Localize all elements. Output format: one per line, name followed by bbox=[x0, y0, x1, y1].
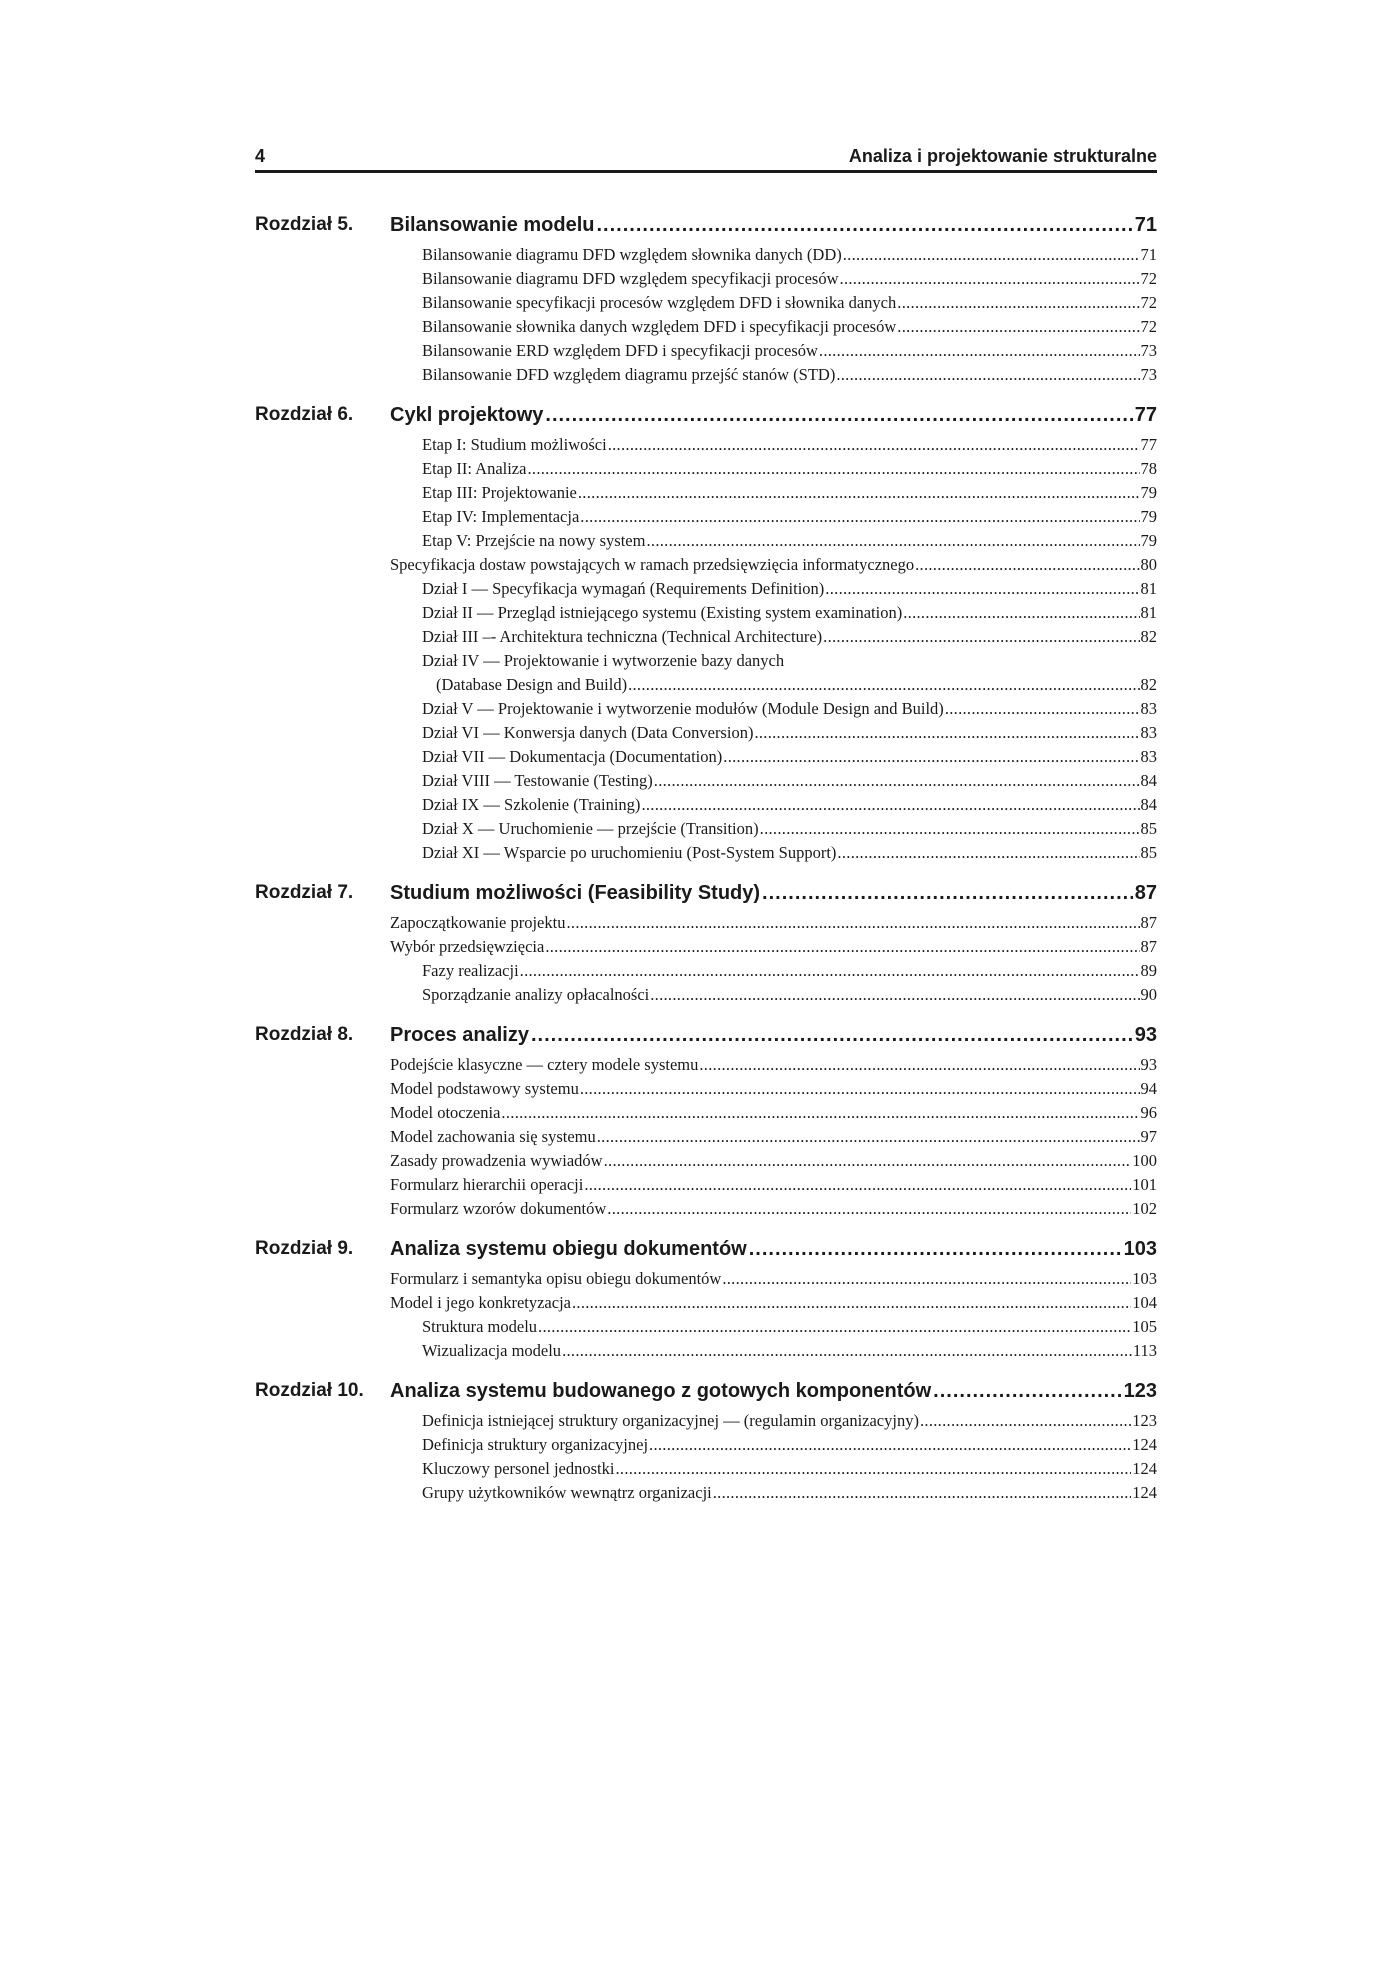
dot-leader bbox=[545, 935, 1139, 959]
entry-page-number: 79 bbox=[1140, 507, 1157, 526]
toc-entry[interactable] bbox=[422, 817, 1157, 841]
toc-entry[interactable] bbox=[422, 267, 1157, 291]
dot-leader bbox=[723, 745, 1139, 769]
entry-title: Model otoczenia bbox=[390, 1103, 501, 1122]
dot-leader bbox=[722, 1267, 1131, 1291]
entry-page-number: 96 bbox=[1140, 1103, 1157, 1122]
dot-leader bbox=[596, 210, 1132, 240]
chapter-number: Rozdział 8. bbox=[255, 1024, 354, 1045]
entry-title: Formularz hierarchii operacji bbox=[390, 1175, 584, 1194]
entry-page-number: 87 bbox=[1140, 913, 1157, 932]
entry-title: Dział II — Przegląd istniejącego systemu (Existing system examination) bbox=[422, 603, 903, 622]
toc-entry[interactable] bbox=[422, 601, 1157, 625]
dot-leader bbox=[615, 1457, 1131, 1481]
entry-title: Model podstawowy systemu bbox=[390, 1079, 579, 1098]
toc-entry[interactable] bbox=[390, 1125, 1157, 1149]
chapter-section bbox=[255, 1376, 1157, 1505]
entry-page-number: 79 bbox=[1140, 483, 1157, 502]
entry-page-number: 81 bbox=[1140, 603, 1157, 622]
entry-page-number: 97 bbox=[1140, 1127, 1157, 1146]
entry-page-number: 113 bbox=[1132, 1341, 1157, 1360]
table-of-contents bbox=[255, 210, 1157, 1518]
dot-leader bbox=[641, 793, 1139, 817]
entry-title: Struktura modelu bbox=[422, 1317, 538, 1336]
dot-leader bbox=[604, 1149, 1132, 1173]
dot-leader bbox=[572, 1291, 1131, 1315]
running-title: Analiza i projektowanie strukturalne bbox=[848, 146, 1157, 166]
chapter-number: Rozdział 6. bbox=[255, 404, 354, 425]
toc-entry[interactable] bbox=[422, 457, 1157, 481]
entry-title: Model zachowania się systemu bbox=[390, 1127, 596, 1146]
dot-leader bbox=[843, 243, 1140, 267]
entry-title: Bilansowanie ERD względem DFD i specyfikacji procesów bbox=[422, 341, 818, 360]
entry-title: Formularz i semantyka opisu obiegu dokumentów bbox=[390, 1269, 722, 1288]
entry-title: Bilansowanie specyfikacji procesów względem DFD i słownika danych bbox=[422, 293, 897, 312]
entry-title: Model i jego konkretyzacja bbox=[390, 1293, 571, 1312]
chapter-page-number: 93 bbox=[1134, 1024, 1157, 1046]
entry-page-number: 87 bbox=[1140, 937, 1157, 956]
toc-entry[interactable] bbox=[422, 1457, 1157, 1481]
toc-entry[interactable] bbox=[390, 1149, 1157, 1173]
dot-leader bbox=[699, 1053, 1139, 1077]
dot-leader bbox=[915, 553, 1139, 577]
entry-title: Bilansowanie diagramu DFD względem słownika danych (DD) bbox=[422, 245, 842, 264]
toc-entry[interactable] bbox=[422, 339, 1157, 363]
chapter-heading[interactable] bbox=[255, 1376, 1157, 1406]
entry-page-number: 104 bbox=[1132, 1293, 1157, 1312]
toc-entry[interactable] bbox=[390, 1173, 1157, 1197]
chapter-number: Rozdział 9. bbox=[255, 1238, 354, 1259]
entry-page-number: 105 bbox=[1132, 1317, 1157, 1336]
dot-leader bbox=[607, 1197, 1131, 1221]
toc-entry[interactable] bbox=[422, 697, 1157, 721]
entry-title: Etap I: Studium możliwości bbox=[422, 435, 607, 454]
entry-page-number: 123 bbox=[1132, 1411, 1157, 1430]
entry-page-number: 79 bbox=[1140, 531, 1157, 550]
dot-leader bbox=[819, 339, 1140, 363]
entry-page-number: 101 bbox=[1132, 1175, 1157, 1194]
entry-title: Specyfikacja dostaw powstających w ramach przedsięwzięcia informatycznego bbox=[390, 555, 915, 574]
toc-entry[interactable] bbox=[390, 1197, 1157, 1221]
toc-entry[interactable] bbox=[422, 649, 1157, 673]
entry-page-number: 73 bbox=[1140, 341, 1157, 360]
entry-page-number: 82 bbox=[1140, 675, 1157, 694]
entry-title: Dział V — Projektowanie i wytworzenie modułów (Module Design and Build) bbox=[422, 699, 944, 718]
toc-entry[interactable] bbox=[422, 291, 1157, 315]
entry-title: Bilansowanie DFD względem diagramu przejść stanów (STD) bbox=[422, 365, 836, 384]
entry-page-number: 71 bbox=[1140, 245, 1157, 264]
entry-title: Definicja struktury organizacyjnej bbox=[422, 1435, 649, 1454]
chapter-title: Proces analizy bbox=[390, 1024, 529, 1046]
entry-page-number: 72 bbox=[1140, 317, 1157, 336]
dot-leader bbox=[531, 1020, 1133, 1050]
dot-leader bbox=[646, 529, 1139, 553]
toc-entry[interactable] bbox=[422, 793, 1157, 817]
toc-entry[interactable] bbox=[422, 769, 1157, 793]
dot-leader bbox=[760, 817, 1140, 841]
toc-entry[interactable] bbox=[422, 243, 1157, 267]
entry-title: Dział IV — Projektowanie i wytworzenie bazy danych bbox=[422, 651, 785, 670]
entry-title: Bilansowanie diagramu DFD względem specyfikacji procesów bbox=[422, 269, 839, 288]
entry-title: Dział I — Specyfikacja wymagań (Requirements Definition) bbox=[422, 579, 825, 598]
toc-entry[interactable] bbox=[422, 1339, 1157, 1363]
dot-leader bbox=[840, 267, 1140, 291]
toc-entry[interactable] bbox=[390, 1077, 1157, 1101]
toc-entry[interactable] bbox=[422, 1409, 1157, 1433]
dot-leader bbox=[945, 697, 1140, 721]
entry-title: Etap II: Analiza bbox=[422, 459, 527, 478]
dot-leader bbox=[520, 959, 1140, 983]
entry-list bbox=[255, 433, 1157, 865]
entry-list bbox=[255, 911, 1157, 1007]
entry-page-number: 124 bbox=[1132, 1459, 1157, 1478]
dot-leader bbox=[754, 721, 1139, 745]
toc-entry[interactable] bbox=[422, 315, 1157, 339]
entry-page-number: 82 bbox=[1140, 627, 1157, 646]
chapter-page-number: 123 bbox=[1123, 1380, 1157, 1402]
dot-leader bbox=[897, 315, 1139, 339]
dot-leader bbox=[836, 363, 1139, 387]
entry-title: Dział VI — Konwersja danych (Data Conversion) bbox=[422, 723, 754, 742]
dot-leader bbox=[538, 1315, 1131, 1339]
entry-title: Zasady prowadzenia wywiadów bbox=[390, 1151, 603, 1170]
entry-title: Grupy użytkowników wewnątrz organizacji bbox=[422, 1483, 712, 1502]
toc-entry[interactable] bbox=[390, 1101, 1157, 1125]
chapter-heading[interactable] bbox=[255, 1020, 1157, 1050]
chapter-title: Cykl projektowy bbox=[390, 404, 544, 426]
toc-entry[interactable] bbox=[390, 935, 1157, 959]
dot-leader bbox=[650, 983, 1139, 1007]
entry-title: Dział IX — Szkolenie (Training) bbox=[422, 795, 641, 814]
chapter-page-number: 71 bbox=[1134, 214, 1157, 236]
dot-leader bbox=[580, 1077, 1140, 1101]
entry-page-number: 103 bbox=[1132, 1269, 1157, 1288]
entry-page-number: 80 bbox=[1140, 555, 1157, 574]
chapter-heading[interactable] bbox=[255, 1234, 1157, 1264]
chapter-number: Rozdział 5. bbox=[255, 214, 354, 235]
entry-title: Wizualizacja modelu bbox=[422, 1341, 562, 1360]
entry-page-number: 94 bbox=[1140, 1079, 1157, 1098]
entry-title: Formularz wzorów dokumentów bbox=[390, 1199, 607, 1218]
chapter-heading[interactable] bbox=[255, 400, 1157, 430]
chapter-page-number: 103 bbox=[1123, 1238, 1157, 1260]
entry-page-number: 85 bbox=[1140, 819, 1157, 838]
chapter-section bbox=[255, 1234, 1157, 1363]
dot-leader bbox=[597, 1125, 1140, 1149]
chapter-section bbox=[255, 400, 1157, 865]
chapter-page-number: 77 bbox=[1134, 404, 1157, 426]
toc-entry[interactable] bbox=[422, 577, 1157, 601]
toc-entry[interactable] bbox=[422, 959, 1157, 983]
dot-leader bbox=[762, 878, 1133, 908]
toc-entry[interactable] bbox=[422, 721, 1157, 745]
entry-page-number: 72 bbox=[1140, 293, 1157, 312]
chapter-heading[interactable] bbox=[255, 878, 1157, 908]
entry-page-number: 73 bbox=[1140, 365, 1157, 384]
chapter-title: Analiza systemu budowanego z gotowych komponentów bbox=[390, 1380, 932, 1402]
entry-title: Etap V: Przejście na nowy system bbox=[422, 531, 646, 550]
entry-list bbox=[255, 1409, 1157, 1505]
toc-entry[interactable] bbox=[390, 911, 1157, 935]
entry-page-number: 100 bbox=[1132, 1151, 1157, 1170]
dot-leader bbox=[501, 1101, 1139, 1125]
entry-title: Podejście klasyczne — cztery modele systemu bbox=[390, 1055, 699, 1074]
entry-title: (Database Design and Build) bbox=[436, 675, 628, 694]
dot-leader bbox=[566, 911, 1139, 935]
toc-entry[interactable] bbox=[422, 505, 1157, 529]
toc-entry[interactable] bbox=[390, 1267, 1157, 1291]
entry-title: Dział X — Uruchomienie — przejście (Transition) bbox=[422, 819, 759, 838]
dot-leader bbox=[903, 601, 1139, 625]
entry-page-number: 83 bbox=[1140, 747, 1157, 766]
toc-entry[interactable] bbox=[390, 1053, 1157, 1077]
entry-list bbox=[255, 243, 1157, 387]
dot-leader bbox=[897, 291, 1139, 315]
chapter-page-number: 87 bbox=[1134, 882, 1157, 904]
entry-page-number: 84 bbox=[1140, 771, 1157, 790]
entry-title: Definicja istniejącej struktury organizacyjnej — (regulamin organizacyjny) bbox=[422, 1411, 919, 1430]
entry-title: Zapoczątkowanie projektu bbox=[390, 913, 566, 932]
entry-page-number: 83 bbox=[1140, 699, 1157, 718]
dot-leader bbox=[933, 1376, 1121, 1406]
chapter-section bbox=[255, 210, 1157, 387]
chapter-title: Bilansowanie modelu bbox=[390, 214, 595, 236]
toc-entry[interactable] bbox=[422, 1315, 1157, 1339]
entry-page-number: 124 bbox=[1132, 1435, 1157, 1454]
dot-leader bbox=[837, 841, 1139, 865]
running-header bbox=[255, 146, 1157, 173]
toc-entry[interactable] bbox=[390, 553, 1157, 577]
dot-leader bbox=[749, 1234, 1122, 1264]
toc-entry[interactable] bbox=[422, 1481, 1157, 1505]
entry-title: Wybór przedsięwzięcia bbox=[390, 937, 545, 956]
toc-entry[interactable] bbox=[390, 1291, 1157, 1315]
toc-entry[interactable] bbox=[422, 625, 1157, 649]
entry-list bbox=[255, 1267, 1157, 1363]
dot-leader bbox=[608, 433, 1140, 457]
entry-list bbox=[255, 1053, 1157, 1221]
entry-title: Dział XI — Wsparcie po uruchomieniu (Post-System Support) bbox=[422, 843, 837, 862]
entry-title: Sporządzanie analizy opłacalności bbox=[422, 985, 650, 1004]
entry-page-number: 90 bbox=[1140, 985, 1157, 1004]
entry-title: Etap III: Projektowanie bbox=[422, 483, 577, 502]
dot-leader bbox=[823, 625, 1139, 649]
entry-title: Dział VII — Dokumentacja (Documentation) bbox=[422, 747, 723, 766]
dot-leader bbox=[562, 1339, 1132, 1363]
dot-leader bbox=[628, 673, 1139, 697]
dot-leader bbox=[545, 400, 1132, 430]
dot-leader bbox=[713, 1481, 1132, 1505]
chapter-title: Analiza systemu obiegu dokumentów bbox=[390, 1238, 747, 1260]
entry-page-number: 78 bbox=[1140, 459, 1157, 478]
toc-entry[interactable] bbox=[422, 1433, 1157, 1457]
entry-page-number: 77 bbox=[1140, 435, 1157, 454]
entry-page-number: 102 bbox=[1132, 1199, 1157, 1218]
entry-title: Dział III –- Architektura techniczna (Technical Architecture) bbox=[422, 627, 823, 646]
dot-leader bbox=[920, 1409, 1131, 1433]
entry-title: Bilansowanie słownika danych względem DFD i specyfikacji procesów bbox=[422, 317, 897, 336]
toc-entry[interactable] bbox=[422, 433, 1157, 457]
page-number: 4 bbox=[255, 146, 266, 166]
toc-entry[interactable] bbox=[422, 363, 1157, 387]
toc-entry[interactable] bbox=[436, 673, 1157, 697]
chapter-section bbox=[255, 1020, 1157, 1221]
dot-leader bbox=[649, 1433, 1131, 1457]
toc-entry[interactable] bbox=[422, 841, 1157, 865]
entry-page-number: 84 bbox=[1140, 795, 1157, 814]
toc-entry[interactable] bbox=[422, 481, 1157, 505]
dot-leader bbox=[527, 457, 1139, 481]
dot-leader bbox=[584, 1173, 1131, 1197]
dot-leader bbox=[578, 481, 1140, 505]
entry-title: Kluczowy personel jednostki bbox=[422, 1459, 615, 1478]
entry-page-number: 81 bbox=[1140, 579, 1157, 598]
entry-page-number: 124 bbox=[1132, 1483, 1157, 1502]
entry-page-number: 72 bbox=[1140, 269, 1157, 288]
entry-title: Fazy realizacji bbox=[422, 961, 519, 980]
entry-title: Etap IV: Implementacja bbox=[422, 507, 580, 526]
dot-leader bbox=[654, 769, 1140, 793]
toc-entry[interactable] bbox=[422, 529, 1157, 553]
dot-leader bbox=[825, 577, 1139, 601]
entry-page-number: 89 bbox=[1140, 961, 1157, 980]
chapter-heading[interactable] bbox=[255, 210, 1157, 240]
dot-leader bbox=[580, 505, 1139, 529]
entry-title: Dział VIII — Testowanie (Testing) bbox=[422, 771, 653, 790]
entry-page-number: 85 bbox=[1140, 843, 1157, 862]
chapter-section bbox=[255, 878, 1157, 1007]
chapter-number: Rozdział 10. bbox=[255, 1380, 364, 1401]
chapter-title: Studium możliwości (Feasibility Study) bbox=[390, 882, 761, 904]
entry-page-number: 83 bbox=[1140, 723, 1157, 742]
toc-entry[interactable] bbox=[422, 745, 1157, 769]
chapter-number: Rozdział 7. bbox=[255, 882, 354, 903]
entry-page-number: 93 bbox=[1140, 1055, 1157, 1074]
toc-entry[interactable] bbox=[422, 983, 1157, 1007]
